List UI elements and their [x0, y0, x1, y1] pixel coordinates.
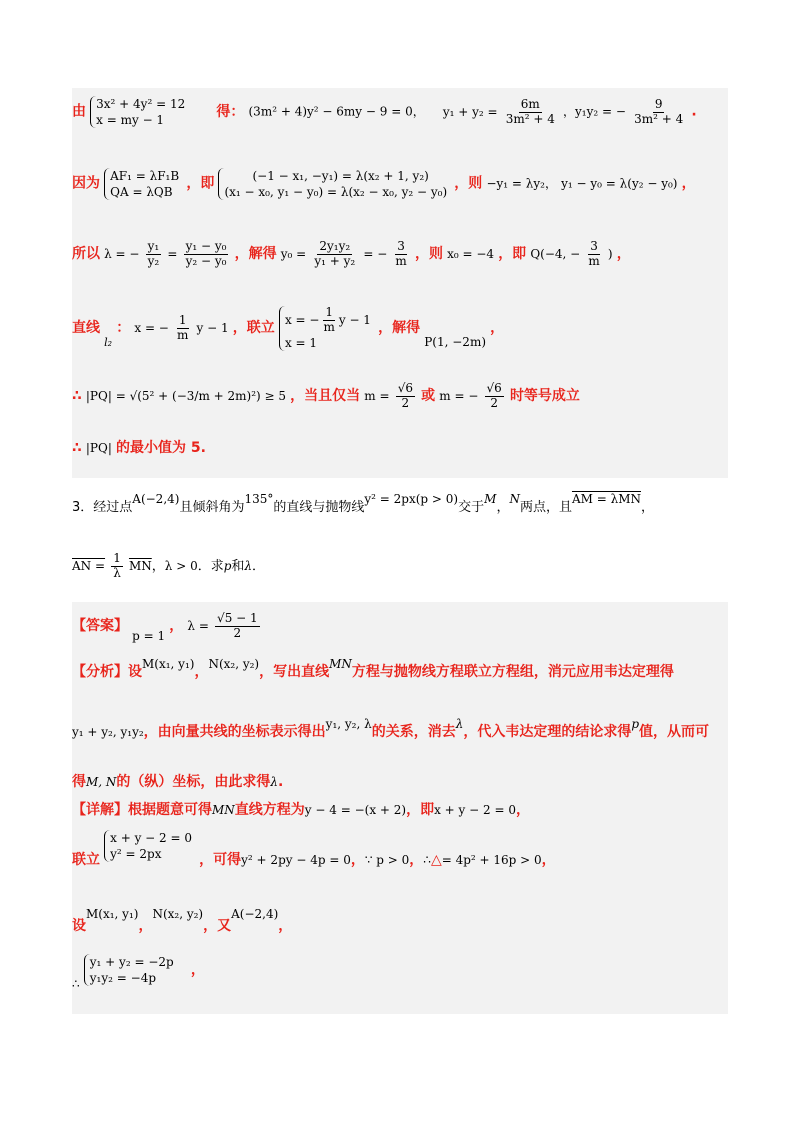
analysis-label: 【分析】设	[72, 664, 142, 680]
numerator: √6	[397, 381, 413, 395]
equation-system	[104, 168, 179, 200]
analysis-row-3	[72, 774, 283, 791]
problem-text: 交于	[458, 500, 485, 515]
parenthesis: )	[607, 246, 613, 261]
system-row	[72, 830, 556, 868]
punctuation: ，	[169, 617, 184, 634]
analysis-row-1	[72, 657, 674, 681]
vieta-expr: y₁ + y₂, y₁y₂	[72, 725, 144, 739]
line-equation: y − 4 = −(x + 2)	[304, 803, 407, 817]
problem-text: 且倾斜角为	[179, 500, 245, 515]
therefore-symbol: ∴	[72, 387, 82, 404]
sum-label: y₁ + y₂ =	[442, 104, 498, 119]
row-label: 由	[72, 103, 86, 120]
fraction	[146, 240, 162, 269]
punctuation: ，	[138, 918, 153, 934]
therefore-symbol: ∴	[72, 440, 82, 456]
detail-label: 【详解】根据题意可得	[72, 802, 212, 818]
connector-text: ，当且仅当	[290, 387, 361, 404]
fraction	[632, 98, 685, 127]
numerator: 1	[113, 551, 121, 565]
row-vectors	[72, 168, 696, 200]
connector-text: ，即	[186, 175, 215, 192]
variable-p: p	[631, 717, 640, 731]
point-n: N	[509, 492, 520, 506]
quadratic-equation: (3m² + 4)y² − 6my − 9 = 0，	[248, 104, 425, 119]
system-line: AF₁ = λF₁B	[110, 169, 180, 183]
vector-expr: $\overline{MN}$	[128, 558, 152, 573]
fraction	[175, 314, 190, 343]
denominator: y₂	[147, 253, 160, 268]
row-label: 联立	[72, 851, 100, 868]
line-mn: MN	[329, 657, 352, 671]
numerator: 3	[397, 239, 405, 253]
equation-system	[84, 954, 174, 986]
connector-text: ，则	[414, 245, 443, 262]
problem-text: 和	[231, 558, 245, 574]
analysis-text: 得	[72, 774, 86, 790]
point-m: M	[484, 492, 497, 506]
system-line: (−1 − x₁, −y₁) = λ(x₂ + 1, y₂)	[252, 169, 429, 183]
problem-text: 的直线与抛物线	[273, 500, 365, 515]
denominator: 2	[233, 625, 242, 640]
punctuation: ，	[278, 918, 293, 934]
answer-row	[72, 612, 262, 641]
solution-panel-1	[72, 88, 728, 478]
equation-system	[218, 168, 447, 200]
line-equation: x + y − 2 = 0	[434, 803, 516, 817]
angle: 135°	[244, 492, 274, 506]
fraction	[321, 306, 336, 335]
lambda-expr: λ = −	[104, 246, 140, 261]
m-value: m = −	[439, 388, 479, 403]
set-row	[72, 907, 293, 934]
problem-text: ．求	[197, 558, 224, 574]
vieta-row	[72, 954, 205, 991]
analysis-text: 的（纵）坐标，由此求得	[116, 774, 271, 790]
detail-text: ，又	[203, 918, 232, 934]
connector-text: 或	[421, 387, 436, 404]
expr: x = −	[284, 312, 320, 327]
problem-3-line-2	[72, 552, 265, 581]
point-a: A(−2,4)	[231, 907, 279, 921]
analysis-text: ，由向量共线的坐标表示得出	[143, 724, 326, 740]
system-line: x = 1	[284, 335, 318, 350]
system-line: x = my − 1	[96, 113, 165, 128]
punctuation: ，	[409, 851, 424, 868]
point-m: M(x₁, y₁)	[86, 907, 139, 921]
point-a: A(−2,4)	[132, 492, 180, 506]
analysis-row-2	[72, 717, 710, 741]
therefore-symbol: ∴	[72, 976, 80, 991]
numerator: y₁ − y₀	[185, 239, 227, 253]
fraction	[504, 98, 557, 127]
punctuation: .	[278, 774, 284, 790]
x0-value: x₀ = −4	[447, 246, 495, 261]
punctuation: ，	[641, 500, 655, 515]
analysis-text: ，代入韦达定理的结论求得	[463, 724, 632, 740]
equation-system	[279, 306, 371, 351]
variable-lambda: λ	[455, 717, 464, 731]
detail-text: ，可得	[199, 851, 242, 868]
points-mn: M, N	[86, 775, 117, 789]
point-n: N(x₂, y₂)	[152, 907, 204, 921]
analysis-text: 方程与抛物线方程联立方程组，消元应用韦达定理得	[351, 664, 674, 680]
fraction	[485, 382, 504, 411]
therefore-symbol: ∴	[423, 852, 431, 867]
connector-text: 时等号成立	[509, 387, 580, 404]
system-line	[285, 306, 371, 335]
equals-sign: =	[167, 246, 178, 261]
point-m: M(x₁, y₁)	[142, 657, 195, 671]
variable-p: p	[223, 558, 232, 573]
numerator: 6m	[520, 96, 540, 111]
analysis-text: ，写出直线	[259, 664, 330, 680]
vector-condition: AM = λMN	[571, 492, 641, 506]
answer-p: p = 1	[132, 628, 166, 643]
connector-text: ，解得	[234, 245, 277, 262]
row-vieta	[72, 96, 697, 128]
denominator: m	[395, 253, 407, 268]
detail-text: 直线方程为	[234, 802, 305, 818]
denominator: y₂ − y₀	[185, 253, 227, 268]
numerator: 9	[654, 96, 663, 111]
row-pq-min	[72, 440, 206, 457]
equation-system	[104, 830, 192, 862]
fraction	[586, 240, 601, 269]
m-value: m =	[364, 388, 390, 403]
system-line: x + y − 2 = 0	[110, 831, 193, 845]
connector-text: ，解得	[378, 319, 421, 336]
problem-text: 两点，且	[519, 500, 572, 515]
line-equation-tail: y − 1	[196, 320, 229, 335]
punctuation: ，	[194, 664, 209, 680]
conclusion-text: 的最小值为 5.	[116, 440, 206, 456]
solution-panel-2	[72, 602, 728, 1014]
denominator: m	[177, 327, 189, 342]
numerator: 1	[178, 313, 187, 328]
answer-lambda: λ =	[187, 618, 209, 633]
punctuation: ，	[350, 851, 365, 868]
system-line: QA = λQB	[110, 185, 173, 200]
detail-row-1	[72, 802, 530, 819]
analysis-text: 的关系，消去	[371, 724, 456, 740]
vector-expr: AN =	[72, 558, 106, 573]
punctuation: ，	[616, 245, 631, 262]
fraction	[393, 240, 408, 269]
problem-number: 3．经过点	[72, 500, 133, 515]
line-equation: x = −	[134, 320, 169, 335]
denominator: 3m² + 4	[634, 111, 684, 126]
denominator: 3m² + 4	[505, 111, 555, 126]
fraction	[215, 612, 260, 641]
y0-expr: y₀ =	[280, 246, 307, 261]
point-n: N(x₂, y₂)	[208, 657, 260, 671]
line-name: l₂	[104, 335, 113, 349]
numerator: √6	[486, 381, 502, 395]
numerator: 2y₁y₂	[319, 239, 351, 253]
variables: y₁, y₂, λ	[325, 717, 372, 731]
punctuation: ，	[681, 175, 696, 192]
discriminant: = 4p² + 16p > 0	[441, 852, 542, 867]
pq-abs: |PQ|	[85, 441, 112, 455]
denominator: λ	[113, 565, 121, 580]
connector-text: ，即	[498, 245, 527, 262]
numerator: 3	[590, 239, 598, 253]
parabola-equation: y² = 2px(p > 0)	[364, 492, 459, 506]
denominator: m	[588, 253, 600, 268]
punctuation: .	[691, 103, 697, 120]
row-label: 直线	[72, 319, 100, 336]
condition: ∵ p > 0	[364, 852, 410, 867]
answer-label: 【答案】	[72, 617, 128, 634]
punctuation: ，	[190, 961, 205, 978]
equation: y₁ − y₀ = λ(y₂ − y₀)	[561, 176, 678, 191]
punctuation: ，	[496, 500, 510, 515]
numerator: 1	[325, 305, 333, 319]
punctuation: ，	[490, 319, 505, 336]
system-line: y₁y₂ = −4p	[89, 971, 157, 986]
numerator: √5 − 1	[217, 611, 258, 625]
analysis-text: 值，从而可	[639, 724, 710, 740]
variable-lambda: λ	[270, 775, 279, 789]
punctuation: ：	[116, 319, 131, 336]
quadratic-equation: y² + 2py − 4p = 0	[241, 852, 351, 867]
point-p: P(1, −2m)	[424, 334, 487, 349]
connector-text: ，则	[454, 175, 483, 192]
product-label: ，y₁y₂ = −	[563, 104, 626, 119]
denominator: 2	[401, 395, 410, 410]
fraction	[312, 240, 357, 269]
fraction	[184, 240, 229, 269]
punctuation: ，	[541, 851, 556, 868]
punctuation: ，	[515, 802, 530, 818]
row-label: 因为	[72, 175, 100, 192]
system-line: 3x² + 4y² = 12	[96, 97, 186, 111]
system-line: (x₁ − x₀, y₁ − y₀) = λ(x₂ − x₀, y₂ − y₀)	[224, 185, 448, 200]
expr: y − 1	[338, 312, 371, 327]
denominator: y₁ + y₂	[314, 253, 356, 268]
lambda-condition: λ > 0	[164, 558, 198, 573]
equation-system	[90, 96, 185, 128]
row-line-l2	[72, 306, 504, 351]
system-line: y₁ + y₂ = −2p	[89, 955, 174, 969]
system-line: y² = 2px	[110, 847, 162, 862]
row-label: 设	[72, 918, 86, 934]
connector-text: 得：	[216, 103, 245, 120]
row-pq-bound	[72, 382, 580, 411]
denominator: m	[323, 319, 335, 334]
fraction	[396, 382, 415, 411]
equals-sign: = −	[363, 246, 388, 261]
line-mn: MN	[212, 803, 235, 817]
denominator: 2	[490, 395, 498, 410]
equation: −y₁ = λy₂，	[486, 176, 557, 191]
connector-text: ，联立	[232, 319, 275, 336]
numerator: y₁	[147, 239, 160, 253]
row-label: 所以	[72, 245, 100, 262]
punctuation: ．	[252, 558, 266, 574]
variable-lambda: λ	[244, 558, 253, 573]
pq-inequality: |PQ| = √(5² + (−3/m + 2m)²) ≥ 5	[85, 388, 287, 403]
problem-3-line-1	[72, 492, 655, 516]
delta-symbol: △	[430, 851, 442, 868]
punctuation: ，	[151, 558, 165, 574]
point-q: Q(−4, −	[530, 246, 581, 261]
fraction	[111, 552, 123, 581]
row-lambda	[72, 240, 631, 269]
detail-text: ，即	[406, 802, 435, 818]
